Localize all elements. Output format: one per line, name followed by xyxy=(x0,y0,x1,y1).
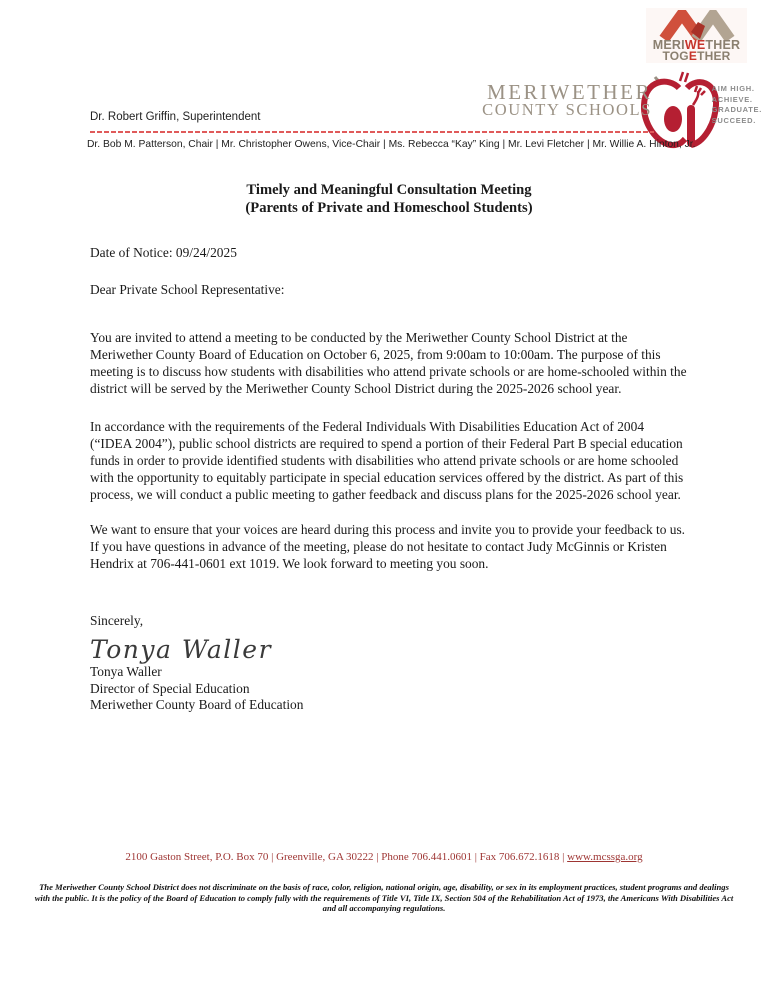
paragraph: You are invited to attend a meeting to be conducted by the Meriwether County School District at the Meriwether County Board of Education on October 6, 2025, from 9:00am to 10:00am. The purpose of this meeting is to discuss how students with disabilities who attend private schools or are home-schooled within the district will be served by the Meriwether County School District during the 2025-2026 school year. xyxy=(90,330,687,396)
logo-word2-pre: TOG xyxy=(662,49,689,63)
motto-line: ACHIEVE. xyxy=(711,94,753,104)
date-of-notice: Date of Notice: 09/24/2025 xyxy=(90,245,237,260)
letter-title-line2: (Parents of Private and Homeschool Students) xyxy=(245,200,533,216)
district-website-link[interactable]: www.mcssga.org xyxy=(567,851,643,863)
footer-address-text: 2100 Gaston Street, P.O. Box 70 | Greenville, GA 30222 | Phone 706.441.0601 | Fax 706.672.1618 | xyxy=(125,851,568,863)
letter-body xyxy=(90,181,688,714)
paragraph: In accordance with the requirements of the Federal Individuals With Disabilities Education Act of 2004 (“IDEA 2004”), public school districts are required to spend a portion of their Federal Part B special education funds in order to provide identified students with disabilities who attend private schools or are home schooled with the opportunity to equitably participate in special education services offered by the district. As part of this process, we will conduct a public meeting to gather feedback and discuss plans for the 2025-2026 school year. xyxy=(90,419,684,502)
logo-word2-accent: E xyxy=(688,49,698,63)
logo-word1-accent: WE xyxy=(684,38,706,52)
district-wordmark xyxy=(482,80,652,119)
signer-block xyxy=(90,664,688,714)
signer-title: Director of Special Education xyxy=(90,680,250,696)
closing: Sincerely, xyxy=(90,613,144,628)
district-motto xyxy=(712,84,762,126)
meriwether-together-logo xyxy=(646,8,747,63)
footer-address-line xyxy=(0,851,768,863)
logo-word2-post: THER xyxy=(697,49,731,63)
signer-name: Tonya Waller xyxy=(90,664,162,679)
handwritten-signature: Tonya Waller xyxy=(90,635,273,664)
letter-title-line1: Timely and Meaningful Consultation Meeting xyxy=(246,182,532,198)
together-logo-word2 xyxy=(646,51,747,62)
m-chevron-icon xyxy=(658,10,736,40)
board-members-line: Dr. Bob M. Patterson, Chair | Mr. Christopher Owens, Vice-Chair | Ms. Rebecca “Kay” King | Mr. Levi Fletcher | Mr. Willie A. Hinton, Jr. xyxy=(87,139,696,150)
header-divider xyxy=(90,131,654,133)
letter-title xyxy=(90,181,688,217)
motto-line: AIM HIGH. xyxy=(711,84,755,93)
apple-logo-group xyxy=(641,67,763,149)
district-name-line2: COUNTY SCHOOLS xyxy=(482,100,652,119)
apple-logo-icon xyxy=(641,67,719,149)
logo-word1-post: THER xyxy=(705,38,741,52)
logo-word1-pre: MERI xyxy=(652,38,685,52)
paragraph: We want to ensure that your voices are heard during this process and invite you to provide your feedback to us. If you have questions in advance of the meeting, please do not hesitate to contact Judy McGinnis or Kristen Hendrix at 706-441-0601 ext 1019. We look forward to meeting you soon. xyxy=(90,522,686,571)
signer-organization: Meriwether County Board of Education xyxy=(90,697,304,712)
salutation: Dear Private School Representative: xyxy=(90,282,285,297)
motto-line: GRADUATE. xyxy=(711,105,762,114)
superintendent-line: Dr. Robert Griffin, Superintendent xyxy=(90,111,261,123)
nondiscrimination-disclaimer: The Meriwether County School District does not discriminate on the basis of race, color, religion, national origin, age, disability, or sex in its employment practices, student programs and dealings with the public. It is the policy of the Board of Education to comply fully with the requirements of Title VI, Title IX, Section 504 of the Rehabilitation Act of 1973, the Americans With Disabilities Act and all accompanying regulations. xyxy=(34,882,734,914)
district-name-line1: MERIWETHER xyxy=(487,80,652,104)
motto-line: SUCCEED. xyxy=(711,115,757,125)
